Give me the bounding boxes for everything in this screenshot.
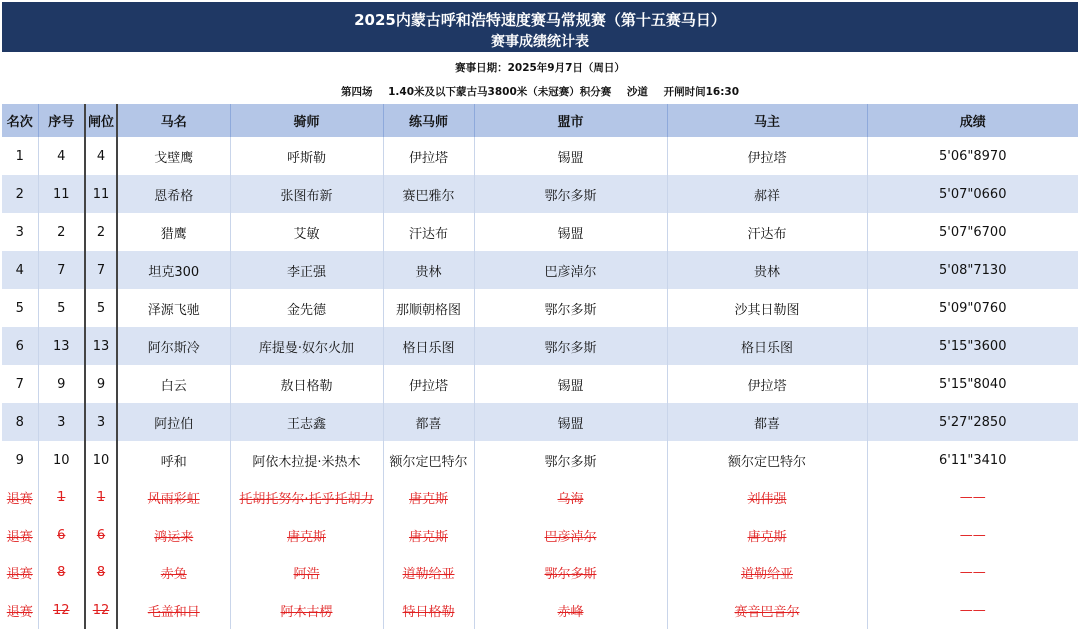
number-cell: 7 [38,251,85,289]
scratched-row [2,592,1078,630]
col-header-gate: 闸位 [85,104,117,137]
jockey-cell: 托胡托努尔·托乎托胡力 [230,479,383,517]
league-cell: 锡盟 [474,403,667,441]
gate-cell: 5 [85,289,117,327]
result-cell: 5'27"2850 [867,403,1078,441]
owner-cell: 刘伟强 [667,479,867,517]
scratched-row [2,517,1078,555]
jockey-cell: 呼斯勒 [230,137,383,175]
horse-cell: 白云 [117,365,230,403]
gate-cell: 9 [85,365,117,403]
results-table [2,104,1078,629]
trainer-cell: 伊拉塔 [383,137,474,175]
jockey-cell: 金先德 [230,289,383,327]
scratched-row [2,479,1078,517]
trainer-cell: 赛巴雅尔 [383,175,474,213]
horse-cell: 阿尔斯冷 [117,327,230,365]
table-row [2,365,1078,403]
result-cell: 6'11"3410 [867,441,1078,479]
trainer-cell: 那顺朝格图 [383,289,474,327]
horse-cell: 泽源飞驰 [117,289,230,327]
page-title: 2025内蒙古呼和浩特速度赛马常规赛（第十五赛马日） [354,11,726,29]
horse-cell: 坦克300 [117,251,230,289]
title-banner [2,2,1078,52]
owner-cell: 汗达布 [667,213,867,251]
rank-cell: 3 [15,224,24,240]
jockey-cell: 阿木古楞 [230,592,383,630]
result-cell: 5'06"8970 [867,137,1078,175]
trainer-cell: 唐克斯 [383,517,474,555]
result-cell: 5'07"6700 [867,213,1078,251]
gate-cell: 12 [85,592,117,630]
jockey-cell: 张图布新 [230,175,383,213]
league-cell: 鄂尔多斯 [474,327,667,365]
horse-cell: 风雨彩虹 [117,479,230,517]
rank-cell: 9 [15,452,24,468]
owner-cell: 格日乐图 [667,327,867,365]
trainer-cell: 格日乐图 [383,327,474,365]
gate-cell: 1 [85,479,117,517]
jockey-cell: 阿依木拉提·米热木 [230,441,383,479]
gate-cell: 8 [85,554,117,592]
number-cell: 10 [38,441,85,479]
number-cell: 4 [38,137,85,175]
number-cell: 12 [38,592,85,630]
number-cell: 1 [38,479,85,517]
gate-cell: 13 [85,327,117,365]
jockey-cell: 敖日格勒 [230,365,383,403]
league-cell: 锡盟 [474,365,667,403]
owner-cell: 沙其日勒图 [667,289,867,327]
jockey-cell: 王志鑫 [230,403,383,441]
result-cell: 5'15"8040 [867,365,1078,403]
league-cell: 锡盟 [474,137,667,175]
number-cell: 2 [38,213,85,251]
race-condition: 1.40米及以下蒙古马3800米（未冠赛）积分赛 [388,86,612,98]
result-cell: 5'08"7130 [867,251,1078,289]
number-cell: 5 [38,289,85,327]
gate-cell: 4 [85,137,117,175]
league-cell: 鄂尔多斯 [474,289,667,327]
horse-cell: 戈壁鹰 [117,137,230,175]
page-subtitle: 赛事成绩统计表 [491,34,589,50]
table-row [2,175,1078,213]
horse-cell: 赤兔 [117,554,230,592]
rank-cell: 退赛 [6,492,33,508]
race-track: 沙道 [626,86,648,98]
horse-cell: 鸿运来 [117,517,230,555]
table-row [2,251,1078,289]
trainer-cell: 唐克斯 [383,479,474,517]
gate-cell: 3 [85,403,117,441]
col-header-number: 序号 [38,104,85,137]
race-info [0,84,1080,99]
gate-cell: 11 [85,175,117,213]
jockey-cell: 阿浩 [230,554,383,592]
jockey-cell: 库提曼·奴尔火加 [230,327,383,365]
gate-cell: 6 [85,517,117,555]
rank-cell: 7 [15,376,24,392]
league-cell: 乌海 [474,479,667,517]
col-header-jockey: 骑师 [230,104,383,137]
number-cell: 9 [38,365,85,403]
trainer-cell: 贵林 [383,251,474,289]
table-header-row [2,104,1078,137]
number-cell: 8 [38,554,85,592]
gate-cell: 7 [85,251,117,289]
owner-cell: 伊拉塔 [667,137,867,175]
table-row [2,213,1078,251]
trainer-cell: 特日格勒 [383,592,474,630]
trainer-cell: 道勒给亚 [383,554,474,592]
rank-cell: 8 [2,403,38,441]
table-row [2,403,1078,441]
league-cell: 赤峰 [474,592,667,630]
horse-cell: 恩希格 [117,175,230,213]
number-cell: 11 [38,175,85,213]
trainer-cell: 伊拉塔 [383,365,474,403]
horse-cell: 猎鹰 [117,213,230,251]
col-header-rank: 名次 [2,104,38,137]
rank-cell: 退赛 [6,604,33,620]
league-cell: 鄂尔多斯 [474,554,667,592]
rank-cell: 6 [2,327,38,365]
table-row [2,289,1078,327]
result-cell: 5'07"0660 [867,175,1078,213]
owner-cell: 都喜 [667,403,867,441]
gate-cell: 10 [85,441,117,479]
table-row [2,441,1078,479]
owner-cell: 郝祥 [667,175,867,213]
col-header-result: 成绩 [867,104,1078,137]
race-start-time: 开闸时间16:30 [663,86,740,98]
owner-cell: 赛音巴音尔 [667,592,867,630]
rank-cell: 5 [15,300,24,316]
rank-cell: 退赛 [6,567,33,583]
gate-cell: 2 [85,213,117,251]
race-date: 赛事日期：2025年9月7日（周日） [455,62,625,74]
jockey-cell: 唐克斯 [230,517,383,555]
result-cell: —— [867,479,1078,517]
result-cell: —— [867,554,1078,592]
result-cell: —— [867,592,1078,630]
trainer-cell: 汗达布 [383,213,474,251]
trainer-cell: 额尔定巴特尔 [383,441,474,479]
owner-cell: 伊拉塔 [667,365,867,403]
owner-cell: 唐克斯 [667,517,867,555]
table-row [2,137,1078,175]
race-session: 第四场 [340,86,373,98]
jockey-cell: 李正强 [230,251,383,289]
owner-cell: 道勒给亚 [667,554,867,592]
rank-cell: 退赛 [6,529,33,545]
scratched-row [2,554,1078,592]
horse-cell: 阿拉伯 [117,403,230,441]
owner-cell: 贵林 [667,251,867,289]
col-header-horse: 马名 [117,104,230,137]
league-cell: 鄂尔多斯 [474,175,667,213]
trainer-cell: 都喜 [383,403,474,441]
league-cell: 巴彦淖尔 [474,251,667,289]
rank-cell: 1 [15,148,24,164]
jockey-cell: 艾敏 [230,213,383,251]
col-header-owner: 马主 [667,104,867,137]
number-cell: 6 [38,517,85,555]
table-row [2,327,1078,365]
horse-cell: 毛盖和日 [117,592,230,630]
col-header-league: 盟市 [474,104,667,137]
league-cell: 巴彦淖尔 [474,517,667,555]
result-cell: —— [867,517,1078,555]
col-header-trainer: 练马师 [383,104,474,137]
rank-cell: 2 [2,175,38,213]
league-cell: 鄂尔多斯 [474,441,667,479]
result-cell: 5'15"3600 [867,327,1078,365]
result-cell: 5'09"0760 [867,289,1078,327]
number-cell: 13 [38,327,85,365]
number-cell: 3 [38,403,85,441]
league-cell: 锡盟 [474,213,667,251]
rank-cell: 4 [2,251,38,289]
owner-cell: 额尔定巴特尔 [667,441,867,479]
horse-cell: 呼和 [117,441,230,479]
